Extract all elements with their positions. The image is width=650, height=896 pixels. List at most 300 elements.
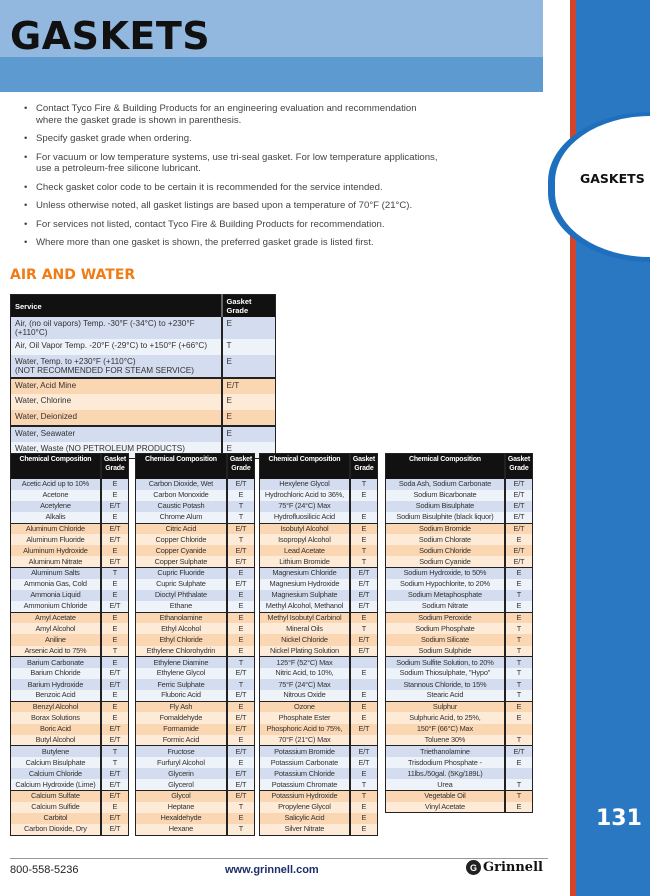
chemical-cell: Propylene Glycol bbox=[260, 802, 350, 813]
chemical-cell: Phosphoric Acid to 75%, bbox=[260, 724, 350, 735]
grade-cell: E bbox=[222, 442, 276, 458]
chemical-cell: Phosphate Ester bbox=[260, 712, 350, 723]
table-row bbox=[260, 601, 378, 612]
table-row bbox=[11, 601, 129, 612]
table-row bbox=[386, 679, 533, 690]
table-row bbox=[260, 701, 378, 712]
chemical-cell: Ethanolamine bbox=[136, 612, 227, 623]
table-row bbox=[136, 668, 255, 679]
chemical-cell: Furfuryl Alcohol bbox=[136, 757, 227, 768]
grade-cell: E bbox=[101, 690, 129, 701]
table-row bbox=[136, 534, 255, 545]
chemical-cell: Ethylene Chlorohydrin bbox=[136, 646, 227, 657]
chemical-cell: Glycerin bbox=[136, 768, 227, 779]
grade-cell: E bbox=[227, 612, 255, 623]
table-row bbox=[386, 634, 533, 645]
grade-cell: E/T bbox=[227, 668, 255, 679]
chemical-cell: Hexaldehyde bbox=[136, 813, 227, 824]
table-row bbox=[260, 501, 378, 512]
column-header-chemical: Chemical Composition bbox=[260, 454, 350, 479]
table-row bbox=[11, 712, 129, 723]
grade-cell: E bbox=[227, 757, 255, 768]
grade-cell: E bbox=[350, 824, 378, 835]
chemical-cell: Amyl Acetate bbox=[11, 612, 101, 623]
table-row bbox=[136, 623, 255, 634]
column-header-grade: Gasket Grade bbox=[350, 454, 378, 479]
chemical-table-2 bbox=[135, 453, 255, 836]
service-cell: Water, Waste (NO PETROLEUM PRODUCTS) bbox=[11, 442, 222, 458]
table-row bbox=[260, 668, 378, 679]
table-row bbox=[136, 735, 255, 746]
chemical-cell: Ethylene Glycol bbox=[136, 668, 227, 679]
table-row bbox=[11, 657, 129, 668]
table-row bbox=[136, 568, 255, 579]
grade-cell: E bbox=[350, 813, 378, 824]
grade-cell: E bbox=[101, 479, 129, 490]
table-row bbox=[386, 501, 533, 512]
chemical-cell: 75°F (24°C) Max bbox=[260, 679, 350, 690]
page-title: GASKETS bbox=[10, 14, 211, 58]
chemical-cell: Barium Chloride bbox=[11, 668, 101, 679]
grade-cell: E/T bbox=[227, 712, 255, 723]
grade-cell: E/T bbox=[101, 534, 129, 545]
chemical-cell: Sodium Metaphosphate bbox=[386, 590, 505, 601]
table-row bbox=[260, 568, 378, 579]
table-row bbox=[260, 490, 378, 501]
grade-cell: T bbox=[350, 479, 378, 490]
table-row bbox=[260, 479, 378, 490]
grade-cell: E bbox=[505, 612, 533, 623]
table-row bbox=[11, 534, 129, 545]
table-row bbox=[11, 779, 129, 790]
grade-cell: E bbox=[227, 623, 255, 634]
grade-cell: E/T bbox=[505, 490, 533, 501]
grade-cell: T bbox=[227, 679, 255, 690]
table-row bbox=[11, 612, 129, 623]
grade-cell: E/T bbox=[350, 634, 378, 645]
chemical-cell: Methyl Isobutyl Carbinol bbox=[260, 612, 350, 623]
table-row bbox=[260, 790, 378, 801]
table-row bbox=[136, 512, 255, 523]
table-row bbox=[11, 545, 129, 556]
table-row bbox=[386, 690, 533, 701]
table-row bbox=[136, 746, 255, 757]
grade-cell: E bbox=[222, 426, 276, 442]
table-row bbox=[11, 394, 276, 410]
table-row bbox=[386, 701, 533, 712]
chemical-cell: Trisdodium Phosphate - bbox=[386, 757, 505, 768]
sidebar-label-circle bbox=[548, 112, 650, 262]
sidebar-section-label: GASKETS bbox=[580, 171, 645, 186]
grade-cell: E bbox=[101, 623, 129, 634]
chemical-cell: Caustic Potash bbox=[136, 501, 227, 512]
table-row bbox=[11, 512, 129, 523]
table-row bbox=[260, 735, 378, 746]
chemical-cell: Cupric Fluoride bbox=[136, 568, 227, 579]
chemical-cell: Calcium Sulfate bbox=[11, 790, 101, 801]
chemical-cell: Sulphuric Acid, to 25%, bbox=[386, 712, 505, 723]
table-row bbox=[260, 712, 378, 723]
grade-cell: E/T bbox=[350, 746, 378, 757]
chemical-cell: Acetone bbox=[11, 490, 101, 501]
chemical-cell: Lead Acetate bbox=[260, 545, 350, 556]
chemical-cell: Methyl Alcohol, Methanol bbox=[260, 601, 350, 612]
grade-cell: E/T bbox=[350, 579, 378, 590]
table-row bbox=[260, 590, 378, 601]
grade-cell: E/T bbox=[350, 724, 378, 735]
grade-cell: T bbox=[350, 790, 378, 801]
chemical-cell: Toluene 30% bbox=[386, 735, 505, 746]
grade-cell: E bbox=[350, 612, 378, 623]
grade-cell: E/T bbox=[101, 724, 129, 735]
chemical-cell: Nickel Chloride bbox=[260, 634, 350, 645]
chemical-cell: Lithium Bromide bbox=[260, 556, 350, 567]
table-row bbox=[11, 339, 276, 355]
table-row bbox=[260, 779, 378, 790]
grade-cell: E bbox=[350, 712, 378, 723]
table-row bbox=[136, 790, 255, 801]
table-row bbox=[11, 590, 129, 601]
grade-cell: E/T bbox=[227, 479, 255, 490]
grade-cell: T bbox=[227, 501, 255, 512]
chemical-cell: Ammonium Chloride bbox=[11, 601, 101, 612]
table-row bbox=[136, 712, 255, 723]
chemical-cell: Cupric Sulphate bbox=[136, 579, 227, 590]
table-row bbox=[11, 768, 129, 779]
chemical-cell: Butylene bbox=[11, 746, 101, 757]
table-row bbox=[260, 579, 378, 590]
grade-cell: E bbox=[101, 545, 129, 556]
grade-cell: E/T bbox=[227, 579, 255, 590]
chemical-cell: Calcium Sulfide bbox=[11, 802, 101, 813]
chemical-cell: Potassium Bromide bbox=[260, 746, 350, 757]
chemical-cell: Magnesium Hydroxide bbox=[260, 579, 350, 590]
grade-cell: E bbox=[505, 757, 533, 768]
table-row bbox=[260, 545, 378, 556]
chemical-cell: Sodium Hypochlorite, to 20% bbox=[386, 579, 505, 590]
table-row bbox=[386, 601, 533, 612]
grade-cell: E/T bbox=[505, 545, 533, 556]
grinnell-logo-mark-icon: G bbox=[466, 860, 481, 875]
chemical-cell: Sodium Thiosulphate, "Hypo" bbox=[386, 668, 505, 679]
grade-cell: E/T bbox=[227, 523, 255, 534]
table-row bbox=[136, 813, 255, 824]
table-row bbox=[386, 768, 533, 779]
table-row bbox=[386, 779, 533, 790]
table-row bbox=[386, 668, 533, 679]
table-row bbox=[11, 679, 129, 690]
note-item: • Contact Tyco Fire & Building Products for an engineering evaluation and recommendation where the gasket grade is shown in parenthesis. bbox=[24, 103, 444, 126]
table-row bbox=[136, 701, 255, 712]
note-item: • Check gasket color code to be certain it is recommended for the service intended. bbox=[24, 182, 444, 194]
grade-cell: E bbox=[505, 601, 533, 612]
table-row bbox=[260, 757, 378, 768]
table-row bbox=[136, 690, 255, 701]
grade-cell: T bbox=[505, 634, 533, 645]
grade-cell: E bbox=[222, 355, 276, 378]
column-header-chemical: Chemical Composition bbox=[136, 454, 227, 479]
table-row bbox=[260, 824, 378, 835]
grade-cell: T bbox=[505, 779, 533, 790]
chemical-cell: Carbon Dioxide, Wet bbox=[136, 479, 227, 490]
grade-cell: T bbox=[101, 646, 129, 657]
table-row bbox=[136, 679, 255, 690]
chemical-cell: Sodium Bisulphite (black liquor) bbox=[386, 512, 505, 523]
table-row bbox=[11, 378, 276, 394]
footer-website-link[interactable]: www.grinnell.com bbox=[225, 864, 319, 876]
grade-cell: E bbox=[505, 579, 533, 590]
service-cell: Air, (no oil vapors) Temp. -30°F (-34°C) to +230°F (+110°C) bbox=[11, 317, 222, 339]
table-row bbox=[386, 646, 533, 657]
chemical-cell: Sodium Silicate bbox=[386, 634, 505, 645]
table-row bbox=[11, 568, 129, 579]
table-row bbox=[260, 813, 378, 824]
grade-cell: E bbox=[505, 701, 533, 712]
chemical-cell: Amyl Alcohol bbox=[11, 623, 101, 634]
chemical-cell: Acetic Acid up to 10% bbox=[11, 479, 101, 490]
grade-cell: E bbox=[101, 590, 129, 601]
grade-cell: E bbox=[227, 634, 255, 645]
chemical-cell: Ozone bbox=[260, 701, 350, 712]
chemical-cell: Calcium Hydroxide (Lime) bbox=[11, 779, 101, 790]
table-row bbox=[260, 523, 378, 534]
chemical-cell: Chrome Alum bbox=[136, 512, 227, 523]
grade-cell: E/T bbox=[101, 768, 129, 779]
table-row bbox=[260, 802, 378, 813]
chemical-cell: Potassium Carbonate bbox=[260, 757, 350, 768]
grade-cell: T bbox=[350, 556, 378, 567]
service-cell: Water, Acid Mine bbox=[11, 378, 222, 394]
grade-cell: E/T bbox=[505, 512, 533, 523]
table-row bbox=[260, 746, 378, 757]
grade-cell: E/T bbox=[350, 590, 378, 601]
table-row bbox=[386, 579, 533, 590]
grade-cell: E/T bbox=[227, 768, 255, 779]
table-row bbox=[11, 490, 129, 501]
table-row bbox=[386, 724, 533, 735]
chemical-cell: Hexylene Glycol bbox=[260, 479, 350, 490]
chemical-cell: Sodium Sulphide bbox=[386, 646, 505, 657]
table-row bbox=[386, 512, 533, 523]
grade-cell: T bbox=[505, 690, 533, 701]
table-row bbox=[386, 712, 533, 723]
grade-cell: E bbox=[505, 802, 533, 813]
chemical-cell: Calcium Bisulphate bbox=[11, 757, 101, 768]
table-row bbox=[136, 523, 255, 534]
grade-cell: T bbox=[505, 790, 533, 801]
grade-cell: E bbox=[505, 712, 533, 723]
grade-cell: T bbox=[505, 668, 533, 679]
chemical-cell: Aluminum Salts bbox=[11, 568, 101, 579]
grade-cell: E bbox=[350, 668, 378, 679]
chemical-cell: Mineral Oils bbox=[260, 623, 350, 634]
table-row bbox=[11, 746, 129, 757]
table-row bbox=[386, 657, 533, 668]
grinnell-logo bbox=[466, 860, 543, 875]
grade-cell: T bbox=[505, 657, 533, 668]
grade-cell: E bbox=[350, 523, 378, 534]
grade-cell: T bbox=[101, 746, 129, 757]
table-row bbox=[136, 545, 255, 556]
grade-cell: E/T bbox=[101, 824, 129, 835]
air-water-table bbox=[10, 294, 276, 459]
chemical-cell: Copper Chloride bbox=[136, 534, 227, 545]
chemical-cell: Sodium Peroxide bbox=[386, 612, 505, 623]
footer-divider bbox=[10, 858, 548, 859]
chemical-cell: Carbon Dioxide, Dry bbox=[11, 824, 101, 835]
chemical-cell: Glycol bbox=[136, 790, 227, 801]
table-row bbox=[136, 724, 255, 735]
table-row bbox=[11, 668, 129, 679]
chemical-cell: Vegetable Oil bbox=[386, 790, 505, 801]
chemical-cell: Urea bbox=[386, 779, 505, 790]
chemical-cell: Fructose bbox=[136, 746, 227, 757]
grade-cell bbox=[350, 679, 378, 690]
grade-cell: T bbox=[227, 824, 255, 835]
table-row bbox=[11, 802, 129, 813]
table-row bbox=[11, 724, 129, 735]
grade-cell: E bbox=[101, 612, 129, 623]
grade-cell: T bbox=[350, 623, 378, 634]
table-row bbox=[11, 813, 129, 824]
grade-cell: E/T bbox=[350, 757, 378, 768]
chemical-cell: Sodium Sulfite Solution, to 20% bbox=[386, 657, 505, 668]
grade-cell: T bbox=[227, 657, 255, 668]
grade-cell: E bbox=[505, 534, 533, 545]
chemical-cell: Borax Solutions bbox=[11, 712, 101, 723]
grade-cell: E bbox=[101, 490, 129, 501]
table-row bbox=[260, 657, 378, 668]
grade-cell: E/T bbox=[101, 813, 129, 824]
chemical-cell: Fluboric Acid bbox=[136, 690, 227, 701]
grade-cell bbox=[350, 501, 378, 512]
grade-cell: E bbox=[350, 512, 378, 523]
grade-cell: T bbox=[505, 646, 533, 657]
grade-cell: E bbox=[227, 568, 255, 579]
chemical-cell: Sodium Chloride bbox=[386, 545, 505, 556]
note-item: • For vacuum or low temperature systems, use tri-seal gasket. For low temperature applications, use a petroleum-free silicone lubricant. bbox=[24, 152, 444, 175]
grade-cell: E/T bbox=[505, 523, 533, 534]
chemical-cell: Arsenic Acid to 75% bbox=[11, 646, 101, 657]
table-row bbox=[386, 612, 533, 623]
chemical-cell: Sodium Bromide bbox=[386, 523, 505, 534]
grade-cell: T bbox=[227, 512, 255, 523]
table-row bbox=[136, 657, 255, 668]
grade-cell: T bbox=[505, 735, 533, 746]
grade-cell: E bbox=[350, 534, 378, 545]
table-row bbox=[136, 779, 255, 790]
chemical-cell: Ethyl Alcohol bbox=[136, 623, 227, 634]
grade-cell: E/T bbox=[350, 646, 378, 657]
table-row bbox=[11, 790, 129, 801]
grade-cell: E bbox=[350, 768, 378, 779]
table-row bbox=[136, 490, 255, 501]
note-item: • Where more than one gasket is shown, the preferred gasket grade is listed first. bbox=[24, 237, 444, 249]
table-row bbox=[260, 534, 378, 545]
table-row bbox=[386, 735, 533, 746]
table-row bbox=[11, 701, 129, 712]
column-header-grade: Gasket Grade bbox=[222, 295, 276, 318]
table-row bbox=[11, 623, 129, 634]
chemical-cell: Fly Ash bbox=[136, 701, 227, 712]
chemical-cell: Nitric Acid, to 10%, bbox=[260, 668, 350, 679]
chemical-cell: Magnesium Sulphate bbox=[260, 590, 350, 601]
table-row bbox=[136, 590, 255, 601]
grade-cell bbox=[505, 768, 533, 779]
grade-cell: E bbox=[350, 802, 378, 813]
chemical-cell: Ethane bbox=[136, 601, 227, 612]
grade-cell: T bbox=[350, 545, 378, 556]
chemical-cell: Hydrochloric Acid to 36%, bbox=[260, 490, 350, 501]
table-row bbox=[136, 824, 255, 835]
grade-cell: E/T bbox=[227, 779, 255, 790]
grade-cell: T bbox=[227, 802, 255, 813]
chemical-cell: Hydrofluosilicic Acid bbox=[260, 512, 350, 523]
grade-cell: T bbox=[505, 590, 533, 601]
table-row bbox=[260, 512, 378, 523]
grade-cell: E/T bbox=[227, 545, 255, 556]
chemical-cell: 11lbs./50gal. (5Kg/189L) bbox=[386, 768, 505, 779]
table-row bbox=[11, 523, 129, 534]
table-row bbox=[136, 612, 255, 623]
column-header-chemical: Chemical Composition bbox=[386, 454, 505, 479]
chemical-cell: Potassium Chromate bbox=[260, 779, 350, 790]
notes-list bbox=[24, 103, 444, 256]
table-row bbox=[386, 623, 533, 634]
grade-cell: E bbox=[101, 579, 129, 590]
chemical-cell: Silver Nitrate bbox=[260, 824, 350, 835]
grade-cell: E bbox=[222, 317, 276, 339]
grade-cell: E bbox=[227, 590, 255, 601]
chemical-cell: Butyl Alcohol bbox=[11, 735, 101, 746]
grade-cell: E/T bbox=[101, 679, 129, 690]
grade-cell: E bbox=[101, 634, 129, 645]
table-row bbox=[386, 568, 533, 579]
table-row bbox=[136, 556, 255, 567]
table-row bbox=[11, 317, 276, 339]
table-row bbox=[11, 634, 129, 645]
table-row bbox=[136, 601, 255, 612]
chemical-cell: Hexane bbox=[136, 824, 227, 835]
chemical-cell: Carbitol bbox=[11, 813, 101, 824]
service-cell: Water, Deionized bbox=[11, 410, 222, 426]
table-row bbox=[260, 679, 378, 690]
grade-cell: E bbox=[350, 701, 378, 712]
chemical-cell: Stearic Acid bbox=[386, 690, 505, 701]
table-row bbox=[260, 690, 378, 701]
table-row bbox=[11, 690, 129, 701]
grade-cell: E/T bbox=[101, 556, 129, 567]
service-cell: Water, Chlorine bbox=[11, 394, 222, 410]
grade-cell: E/T bbox=[101, 790, 129, 801]
chemical-cell: Sodium Phosphate bbox=[386, 623, 505, 634]
footer-phone: 800-558-5236 bbox=[10, 864, 79, 876]
table-row bbox=[386, 534, 533, 545]
table-row bbox=[386, 802, 533, 813]
table-row bbox=[136, 579, 255, 590]
table-row bbox=[11, 824, 129, 835]
chemical-cell: Triethanolamine bbox=[386, 746, 505, 757]
chemical-cell: Boric Acid bbox=[11, 724, 101, 735]
column-header-service: Service bbox=[11, 295, 222, 318]
chemical-cell: Salicylic Acid bbox=[260, 813, 350, 824]
chemical-cell: Citric Acid bbox=[136, 523, 227, 534]
grade-cell: E/T bbox=[101, 601, 129, 612]
chemical-cell: Stannous Chloride, to 15% bbox=[386, 679, 505, 690]
table-row bbox=[136, 634, 255, 645]
table-row bbox=[386, 757, 533, 768]
chemical-table-4 bbox=[385, 453, 533, 813]
